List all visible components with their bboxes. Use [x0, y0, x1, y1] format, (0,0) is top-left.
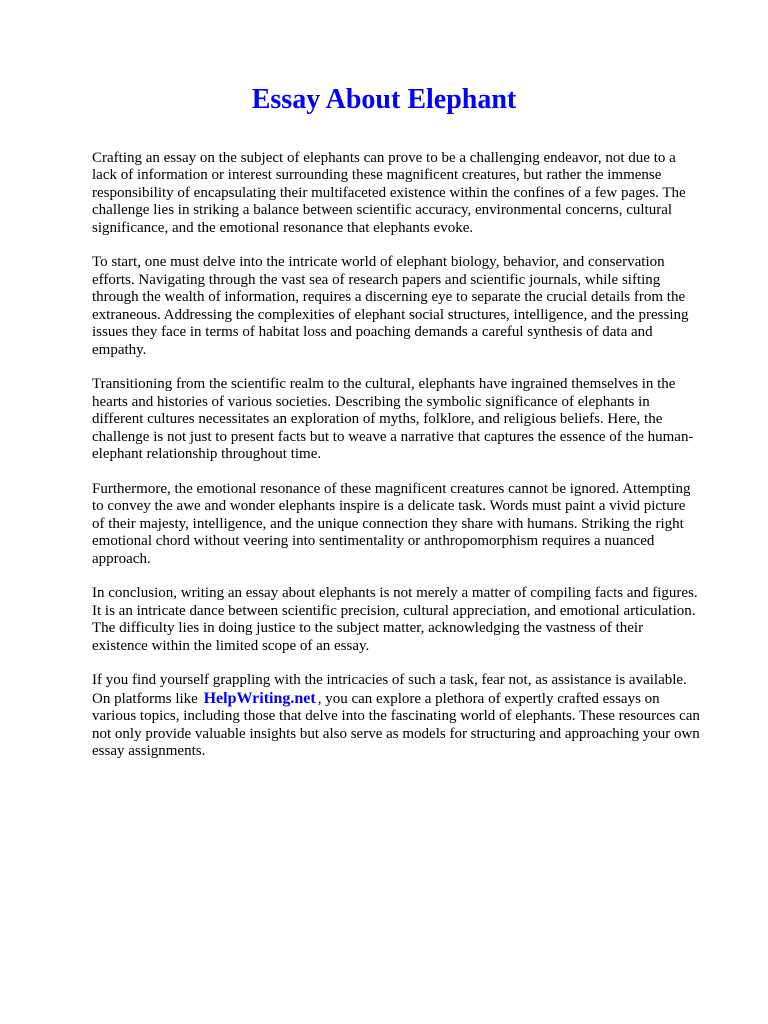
paragraph-intro: Crafting an essay on the subject of elephants can prove to be a challenging endeavor, not due to a lack of information or interest surrounding these magnificent creatures, but rather the immense responsibility of encapsulating their multifaceted existence within the confines of a few pages. The challenge lies in striking a balance between scientific accuracy, environmental concerns, cultural significance, and the emotional resonance that elephants evoke. — [92, 149, 686, 236]
paragraph-conclusion: In conclusion, writing an essay about elephants is not merely a matter of compiling facts and figures. It is an intricate dance between scientific precision, cultural appreciation, and emotional articulation. The difficulty lies in doing justice to the subject matter, acknowledging the vastness of their existence within the limited scope of an essay. — [92, 585, 698, 654]
paragraph-emotional: Furthermore, the emotional resonance of these magnificent creatures cannot be ignored. Attempting to convey the awe and wonder elephants inspire is a delicate task. Words must paint a vivid picture of their majesty, intelligence, and the unique connection they share with humans. Striking the right emotional chord without veering into sentimentality or anthropomorphism requires a nuanced approach. — [92, 480, 691, 567]
paragraph-cultural: Transitioning from the scientific realm to the cultural, elephants have ingrained themselves in the hearts and histories of various societies. Describing the symbolic significance of elephants in different cultures necessitates an exploration of myths, folklore, and religious beliefs. Here, the challenge is not just to present facts but to weave a narrative that captures the essence of the human-elephant relationship throughout time. — [92, 376, 694, 463]
final-text-after-link: , you can explore a plethora of expertly crafted essays on various topics, including those that delve into the fascinating world of elephants. These resources can not only provide valuable insights but also serve as models for structuring and approaching your own essay assignments. — [92, 690, 700, 760]
final-text-before-link: If you find yourself grappling with the intricacies of such a task, fear not, as assistance is available. On platforms like — [92, 672, 687, 707]
page-title: Essay About Elephant — [251, 84, 517, 115]
paragraph-biology: To start, one must delve into the intricate world of elephant biology, behavior, and conservation efforts. Navigating through the vast sea of research papers and scientific journals, while sifting through the wealth of information, requires a discerning eye to separate the crucial details from the extraneous. Addressing the complexities of elephant social structures, intelligence, and the pressing issues they face in terms of habitat loss and poaching demands a careful synthesis of data and empathy. — [92, 254, 689, 358]
helpwriting-link[interactable]: HelpWriting.net — [203, 689, 316, 707]
paragraph-final — [92, 672, 700, 761]
